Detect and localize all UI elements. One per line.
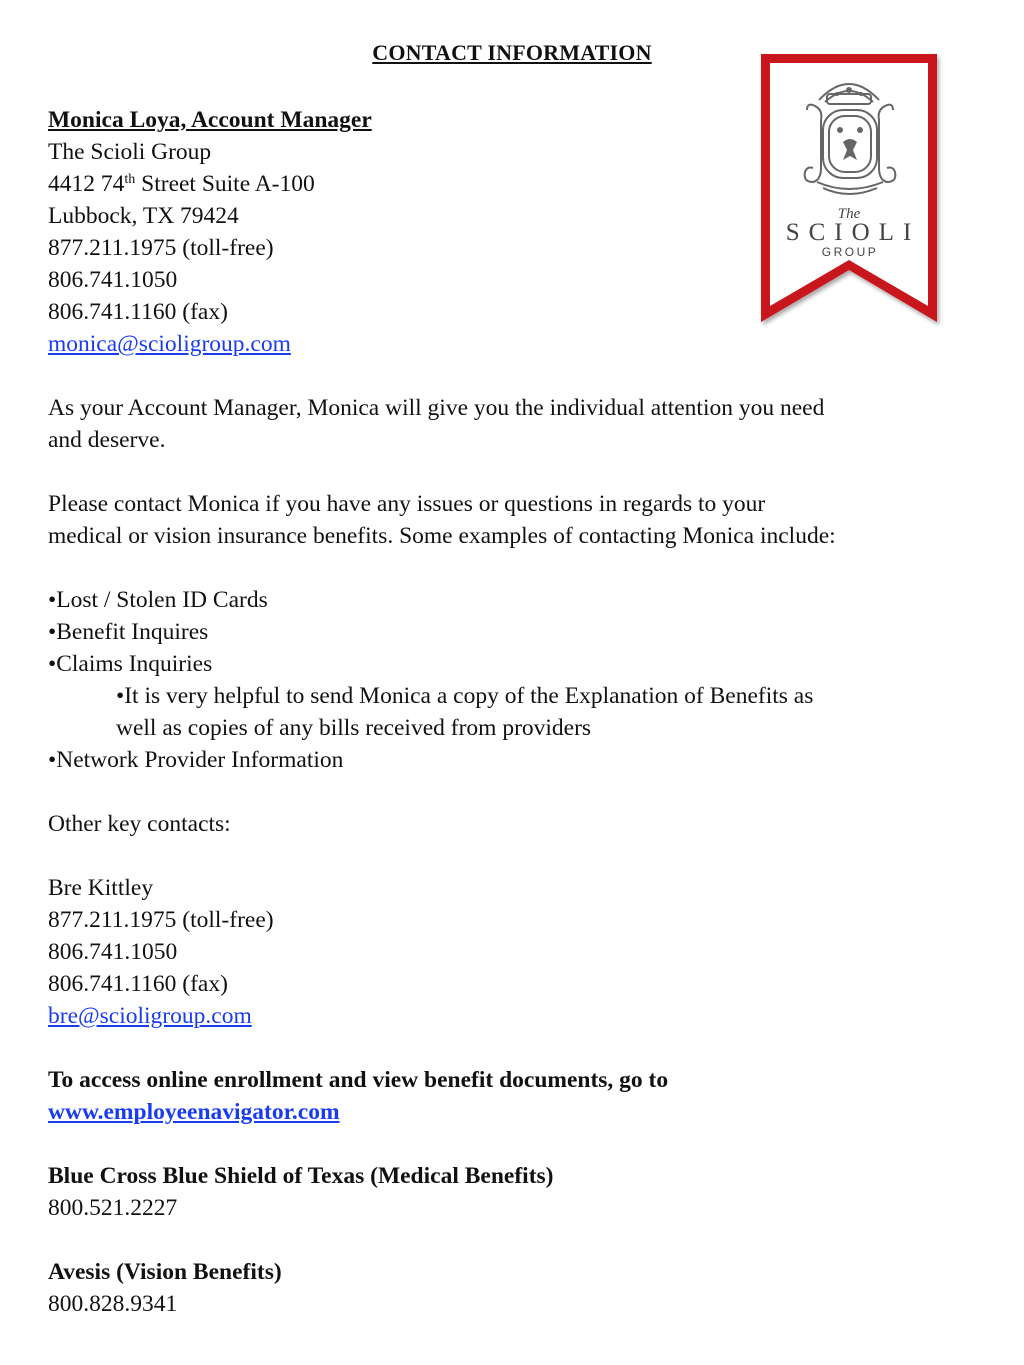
logo-text-the: The [837,206,861,222]
manager-email-link[interactable]: monica@scioligroup.com [48,331,291,357]
company-name: The Scioli Group [48,139,212,165]
enrollment-text: To access online enrollment and view benefit documents, go to [48,1067,669,1093]
manager-phone: 806.741.1050 [48,267,178,293]
contact-reason-line-1: Please contact Monica if you have any issues or questions in regards to your [48,491,766,517]
street-address [48,168,988,200]
secondary-phone-tollfree: 877.211.1975 (toll-free) [48,907,274,933]
list-item: •Lost / Stolen ID Cards [48,587,268,613]
street-number: 4412 74 [48,171,125,197]
document-body [48,104,988,1320]
logo-text-sub: GROUP [821,245,879,259]
intro-line-2: and deserve. [48,427,166,453]
medical-phone: 800.521.2227 [48,1195,178,1221]
sub-list-item-line-1: •It is very helpful to send Monica a copy of the Explanation of Benefits as [116,683,814,709]
vision-phone: 800.828.9341 [48,1291,178,1317]
secondary-fax: 806.741.1160 (fax) [48,971,228,997]
secondary-contact-name: Bre Kittley [48,875,154,901]
logo-text-main: SCIOLI [785,219,921,246]
vision-heading: Avesis (Vision Benefits) [48,1259,282,1285]
other-contacts-label: Other key contacts: [48,811,231,837]
manager-fax: 806.741.1160 (fax) [48,299,228,325]
city-state-zip: Lubbock, TX 79424 [48,203,239,229]
list-item: •Benefit Inquires [48,619,209,645]
manager-phone-tollfree: 877.211.1975 (toll-free) [48,235,274,261]
medical-heading: Blue Cross Blue Shield of Texas (Medical Benefits) [48,1163,554,1189]
street-ordinal: th [124,172,136,187]
contact-reason-line-2: medical or vision insurance benefits. Some examples of contacting Monica include: [48,523,836,549]
sub-list-item-line-2: well as copies of any bills received from providers [116,715,592,741]
list-item: •Claims Inquiries [48,651,213,677]
list-item: •Network Provider Information [48,747,344,773]
secondary-phone: 806.741.1050 [48,939,178,965]
account-manager-heading: Monica Loya, Account Manager [48,107,372,133]
secondary-email-link[interactable]: bre@scioligroup.com [48,1003,252,1029]
intro-line-1: As your Account Manager, Monica will give you the individual attention you need [48,395,825,421]
page-title: CONTACT INFORMATION [372,40,652,65]
street-name: Street Suite A-100 [135,171,315,197]
enrollment-link[interactable]: www.employeenavigator.com [48,1099,340,1125]
